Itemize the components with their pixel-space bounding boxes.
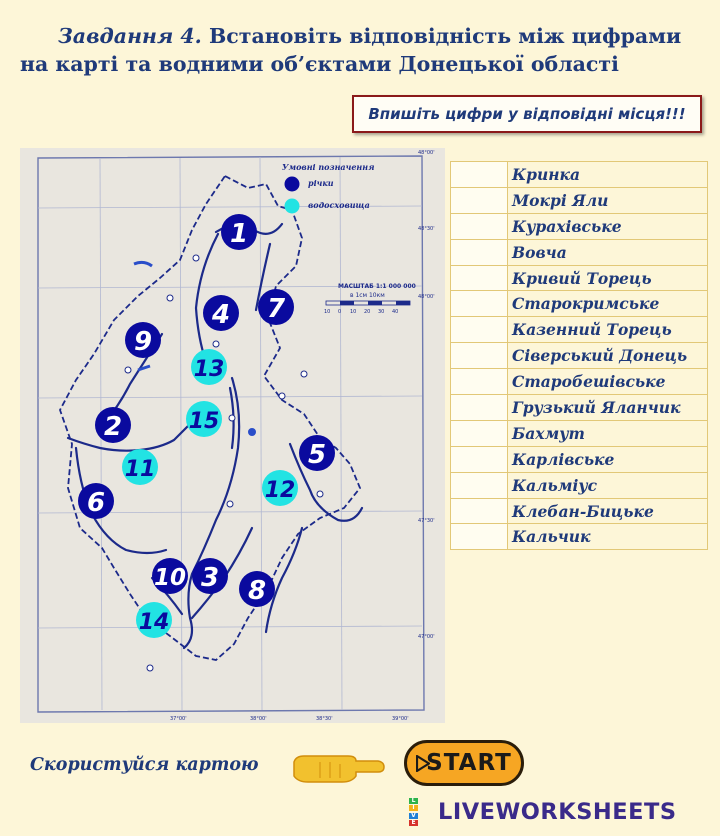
reservoir-marker-14 [136, 602, 172, 638]
task-label: Завдання 4. [58, 24, 202, 48]
water-object-name: Бахмут [508, 420, 708, 446]
water-object-name: Клебан-Бицьке [508, 498, 708, 524]
answer-input-cell[interactable] [451, 524, 508, 550]
answer-row [451, 472, 708, 498]
scale-tick: 20 [364, 309, 371, 315]
svg-text:2: 2 [103, 412, 123, 442]
water-object-name: Кривий Торець [508, 265, 708, 291]
answer-input-cell[interactable] [451, 162, 508, 188]
svg-text:6: 6 [86, 488, 106, 518]
answer-input-cell[interactable] [451, 343, 508, 369]
river-marker-10 [152, 558, 188, 594]
svg-text:9: 9 [133, 327, 153, 357]
answer-input-cell[interactable] [451, 265, 508, 291]
svg-text:4: 4 [211, 300, 231, 330]
coord-label: 48°00' [418, 294, 435, 300]
answer-row [451, 395, 708, 421]
answer-row [451, 239, 708, 265]
answer-input-cell[interactable] [451, 446, 508, 472]
task-text: Встановіть відповідність між цифрами на карті та водними об’єктами Донецької області [20, 24, 682, 76]
svg-text:15: 15 [188, 409, 220, 434]
answer-row [451, 162, 708, 188]
answer-row [451, 420, 708, 446]
answer-input-cell[interactable] [451, 317, 508, 343]
river-marker-9 [125, 322, 161, 358]
answer-input-cell[interactable] [451, 498, 508, 524]
coord-label: 38°30' [316, 716, 333, 722]
play-arrow-icon [416, 755, 430, 772]
answer-input-cell[interactable] [451, 395, 508, 421]
svg-text:11: 11 [124, 457, 156, 482]
answer-row [451, 291, 708, 317]
liveworksheets-brand [409, 798, 677, 826]
coord-label: 39°00' [392, 716, 409, 722]
water-object-name: Карлівське [508, 446, 708, 472]
start-button[interactable] [404, 740, 524, 786]
legend-reservoirs-label: водосховища [308, 200, 370, 210]
water-object-name: Кальчик [508, 524, 708, 550]
water-object-name: Мокрі Яли [508, 187, 708, 213]
legend-river-marker [285, 177, 300, 192]
water-object-name: Старобешівське [508, 369, 708, 395]
answer-input-cell[interactable] [451, 472, 508, 498]
river-marker-3 [192, 558, 228, 594]
river-marker-5 [299, 435, 335, 471]
svg-text:10: 10 [153, 565, 187, 591]
svg-text:14: 14 [138, 610, 170, 635]
liveworksheets-logo-icon: L I V E [409, 798, 435, 826]
coord-label: 47°30' [418, 518, 435, 524]
water-object-name: Сіверський Донець [508, 343, 708, 369]
water-object-name: Курахівське [508, 213, 708, 239]
scale-sub: в 1см 10км [350, 292, 385, 299]
svg-text:8: 8 [247, 576, 267, 606]
scale-tick: 30 [378, 309, 385, 315]
reservoir-marker-11 [122, 449, 158, 485]
legend-title: Умовні позначення [282, 162, 375, 172]
coord-label: 48°30' [418, 226, 435, 232]
svg-text:1: 1 [229, 219, 249, 249]
answer-input-cell[interactable] [451, 420, 508, 446]
svg-text:13: 13 [193, 357, 225, 382]
answer-row [451, 265, 708, 291]
answer-input-cell[interactable] [451, 291, 508, 317]
answer-row [451, 213, 708, 239]
scale-tick: 0 [338, 309, 342, 315]
answer-input-cell[interactable] [451, 369, 508, 395]
scale-tick: 10 [350, 309, 357, 315]
answer-row [451, 343, 708, 369]
reservoir-marker-12 [262, 470, 298, 506]
reservoir-marker-15 [186, 401, 222, 437]
coord-label: 37°00' [170, 716, 187, 722]
answers-table [450, 161, 708, 550]
water-object-name: Грузький Яланчик [508, 395, 708, 421]
legend-reservoir-marker [285, 199, 300, 214]
water-object-name: Кринка [508, 162, 708, 188]
donetsk-oblast-map [20, 148, 445, 723]
scale-tick: 10 [324, 309, 331, 315]
svg-text:7: 7 [266, 294, 286, 324]
map-legend [282, 162, 374, 214]
svg-text:3: 3 [200, 563, 220, 593]
coord-label: 47°00' [418, 634, 435, 640]
scale-title: МАСШТАБ 1:1 000 000 [338, 283, 416, 290]
river-marker-7 [258, 289, 294, 325]
scale-tick: 40 [392, 309, 399, 315]
map-scale [324, 283, 416, 315]
answer-row [451, 524, 708, 550]
answer-row [451, 317, 708, 343]
answer-row [451, 369, 708, 395]
river-marker-1 [221, 214, 257, 250]
svg-text:12: 12 [264, 478, 296, 503]
answer-row [451, 446, 708, 472]
river-marker-6 [78, 483, 114, 519]
use-map-text: Скористуйся картою [30, 755, 259, 775]
answer-input-cell[interactable] [451, 213, 508, 239]
instruction-box [352, 95, 702, 133]
water-object-name: Кальміус [508, 472, 708, 498]
map-drawing [20, 148, 445, 723]
water-object-name: Казенний Торець [508, 317, 708, 343]
water-object-name: Вовча [508, 239, 708, 265]
reservoir-marker-13 [191, 349, 227, 385]
coord-label: 48°00' [418, 150, 435, 156]
water-object-name: Старокримське [508, 291, 708, 317]
answer-input-cell[interactable] [451, 187, 508, 213]
answer-input-cell[interactable] [451, 239, 508, 265]
answer-row [451, 498, 708, 524]
brand-wordmark: LIVEWORKSHEETS [438, 799, 677, 825]
legend-rivers-label: річки [308, 178, 334, 188]
river-marker-2 [95, 407, 131, 443]
pointing-hand-icon [290, 748, 386, 788]
start-button-label: START [426, 750, 512, 776]
river-marker-8 [239, 571, 275, 607]
coord-label: 38°00' [250, 716, 267, 722]
svg-text:5: 5 [307, 440, 327, 470]
answer-row [451, 187, 708, 213]
task-title [20, 22, 710, 78]
river-marker-4 [203, 295, 239, 331]
instruction-text: Впишіть цифри у відповідні місця!!! [368, 105, 686, 123]
